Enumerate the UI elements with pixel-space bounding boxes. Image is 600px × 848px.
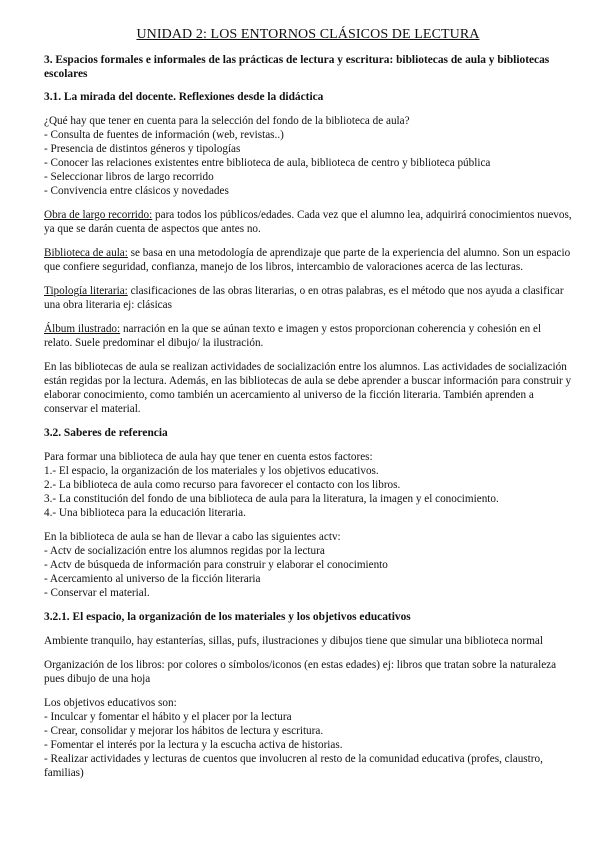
objectives-intro: Los objetivos educativos son: — [44, 697, 177, 709]
factors-list — [44, 464, 572, 520]
definition-album-ilustrado — [44, 322, 572, 350]
section-3-2-heading: 3.2. Saberes de referencia — [44, 427, 168, 439]
section-3-2-1-heading: 3.2.1. El espacio, la organización de los materiales y los objetivos educativos — [44, 611, 411, 623]
environment-paragraph: Ambiente tranquilo, hay estanterías, sillas, pufs, ilustraciones y dibujos tiene que simular una biblioteca normal — [44, 635, 543, 647]
definition-term: Tipología literaria: — [44, 285, 128, 297]
list-item: 4.- Una biblioteca para la educación literaria. — [44, 507, 246, 519]
list-item: - Actv de búsqueda de información para construir y elaborar el conocimiento — [44, 559, 388, 571]
definition-text: narración en la que se aúnan texto e imagen y estos proporcionan coherencia y cohesión en el relato. Suele predominar el dibujo/ la ilustración. — [44, 323, 542, 349]
list-item: - Crear, consolidar y mejorar los hábitos de lectura y escritura. — [44, 725, 324, 737]
list-item: - Fomentar el interés por la lectura y la escucha activa de historias. — [44, 739, 343, 751]
definition-term: Obra de largo recorrido: — [44, 209, 153, 221]
list-item: - Conservar el material. — [44, 587, 150, 599]
list-item: 3.- La constitución del fondo de una biblioteca de aula para la literatura, la imagen y el conocimiento. — [44, 493, 499, 505]
section-3-1-heading: 3.1. La mirada del docente. Reflexiones desde la didáctica — [44, 91, 324, 103]
definition-term: Álbum ilustrado: — [44, 323, 121, 335]
section-3-heading: 3. Espacios formales e informales de las prácticas de lectura y escritura: bibliotecas de aula y bibliotecas escolares — [44, 54, 550, 80]
list-item: 1.- El espacio, la organización de los materiales y los objetivos educativos. — [44, 465, 379, 477]
objectives-list — [44, 710, 572, 780]
list-item: - Consulta de fuentes de información (web, revistas..) — [44, 129, 284, 141]
list-item: - Realizar actividades y lecturas de cuentos que involucren al resto de la comunidad educativa (profes, claustro, familias) — [44, 753, 543, 779]
activities-list — [44, 544, 572, 600]
organization-paragraph: Organización de los libros: por colores o símbolos/iconos (en estas edades) ej: libros que tratan sobre la naturaleza pues dibujo de una hoja — [44, 659, 557, 685]
list-item: - Seleccionar libros de largo recorrido — [44, 171, 214, 183]
list-item: - Acercamiento al universo de la ficción literaria — [44, 573, 261, 585]
definition-obra-largo-recorrido — [44, 208, 572, 236]
definition-text: se basa en una metodología de aprendizaje que parte de la experiencia del alumno. Son un espacio que confiere seguridad, confianza, manejo de los libros, intercambio de valoraciones acerca de las lecturas. — [44, 247, 571, 273]
list-item: 2.- La biblioteca de aula como recurso para favorecer el contacto con los libros. — [44, 479, 401, 491]
list-item: - Actv de socialización entre los alumnos regidas por la lectura — [44, 545, 325, 557]
definition-biblioteca-aula — [44, 246, 572, 274]
list-item: - Inculcar y fomentar el hábito y el placer por la lectura — [44, 711, 292, 723]
definition-text: para todos los públicos/edades. Cada vez que el alumno lea, adquirirá conocimientos nuevos, ya que se darán cuenta de aspectos que antes no. — [44, 209, 572, 235]
selection-question: ¿Qué hay que tener en cuenta para la selección del fondo de la biblioteca de aula? — [44, 115, 410, 127]
list-item: - Presencia de distintos géneros y tipologías — [44, 143, 241, 155]
factors-intro: Para formar una biblioteca de aula hay que tener en cuenta estos factores: — [44, 451, 373, 463]
definition-term: Biblioteca de aula: — [44, 247, 128, 259]
selection-criteria-list — [44, 128, 572, 198]
definition-text: clasificaciones de las obras literarias, o en otras palabras, es el método que nos ayuda a clasificar una obra literaria ej: clásicas — [44, 285, 564, 311]
definition-tipologia-literaria — [44, 284, 572, 312]
list-item: - Convivencia entre clásicos y novedades — [44, 185, 229, 197]
activities-intro: En la biblioteca de aula se han de llevar a cabo las siguientes actv: — [44, 531, 341, 543]
unit-title: UNIDAD 2: LOS ENTORNOS CLÁSICOS DE LECTURA — [136, 27, 480, 42]
list-item: - Conocer las relaciones existentes entre biblioteca de aula, biblioteca de centro y biblioteca pública — [44, 157, 491, 169]
socialization-paragraph: En las bibliotecas de aula se realizan actividades de socialización entre los alumnos. Las actividades de socialización están regidas por la lectura. Además, en las bibliotecas de aula se debe aprender a buscar información para construir y elaborar conocimiento, como también un acercamiento al universo de la ficción literaria. También aprenden a conservar el material. — [44, 361, 572, 415]
